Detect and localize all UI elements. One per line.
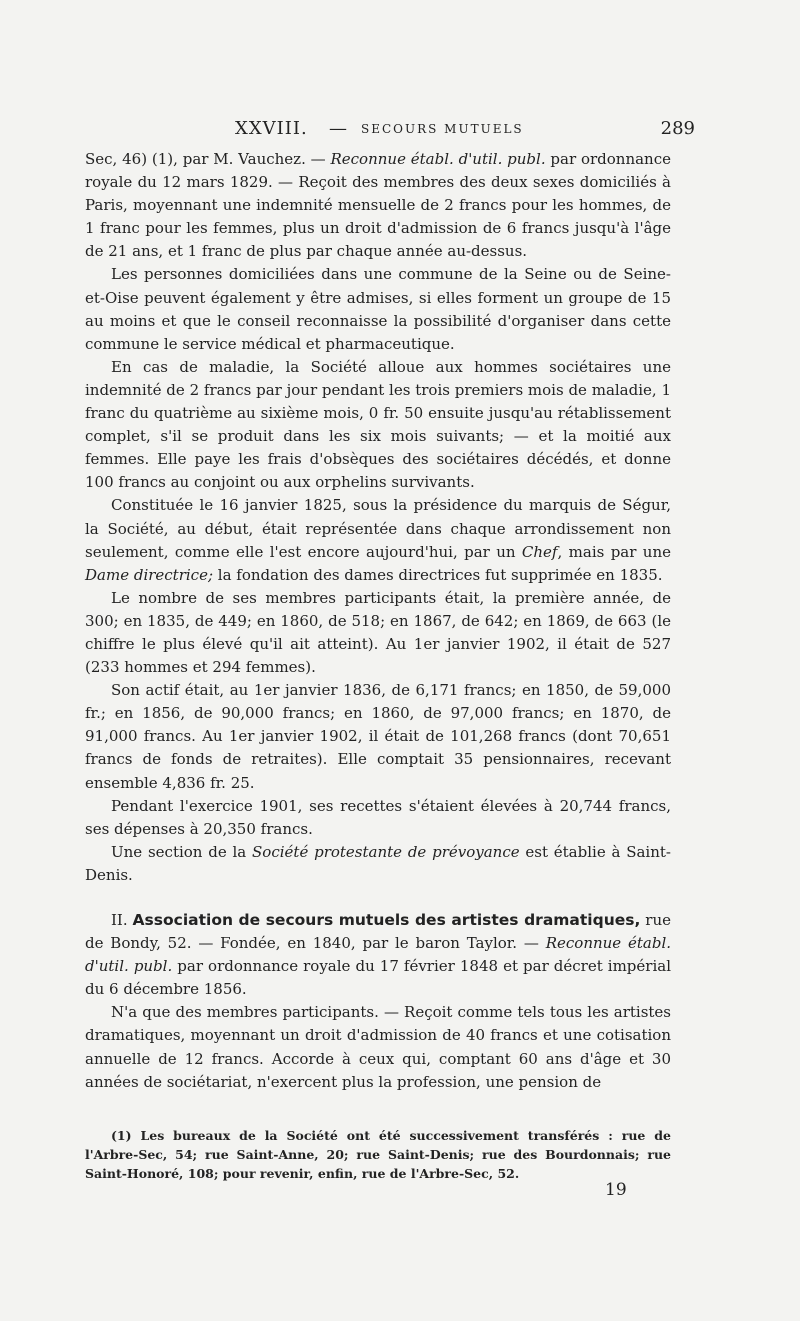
paragraph-6: Son actif était, au 1er janvier 1836, de 6,171 francs; en 1850, de 59,000 fr.; en 1856, de 90,000 francs; en 1860, de 97,000 francs; en 1870, de 91,000 francs. Au 1er janvier 1902, il était de 101,268 francs (dont 70,651 francs de fonds de retraites). Elle comptait 35 pensionnaires, recevant ensemble 4,836 fr. 25.	[85, 681, 671, 792]
text: par ordonnance royale du 12 mars 1829. — Reçoit des membres des deux sexes domiciliés à Paris, moyennant une indemnité mensuelle de 2 francs pour les hommes, de 1 franc pour les femmes, plus un droit d'admission de 6 francs jusqu'à l'âge de 21 ans, et 1 franc de plus par chaque année au-dessus.	[85, 150, 671, 261]
paragraph-2: Les personnes domiciliées dans une commune de la Seine ou de Seine-et-Oise peuvent également y être admises, si elles forment un groupe de 15 au moins et que le conseil reconnaisse la possibilité d'organiser dans cette commune le service médical et pharmaceutique.	[85, 265, 671, 353]
paragraph-4	[85, 494, 671, 586]
paragraph-8	[85, 841, 671, 887]
running-title: SECOURS MUTUELS	[361, 122, 524, 136]
page	[85, 118, 695, 1094]
paragraph-1	[85, 148, 671, 263]
italic-text: Reconnue établ. d'util. publ.	[85, 934, 672, 976]
paragraph-9	[85, 909, 671, 1001]
entry-heading: Association de secours mutuels des artistes dramatiques,	[132, 911, 641, 929]
paragraph-5: Le nombre de ses membres participants était, la première année, de 300; en 1835, de 449; en 1860, de 518; en 1867, de 642; en 1869, de 663 (le chiffre le plus élevé qu'il ait atteint). Au 1er janvier 1902, il était de 527 (233 hommes et 294 femmes).	[85, 588, 671, 677]
paragraph-7: Pendant l'exercice 1901, ses recettes s'étaient élevées à 20,744 francs, ses dépenses à 20,350 francs.	[85, 796, 671, 838]
running-head	[85, 118, 695, 148]
text: par ordonnance royale du 17 février 1848 et par décret impérial du 6 décembre 1856.	[85, 957, 671, 999]
italic-text: Reconnue établ. d'util. publ.	[330, 150, 546, 168]
spacer	[85, 887, 671, 909]
footnote-1: (1) Les bureaux de la Société ont été successivement transférés : rue de l'Arbre-Sec, 54; rue Saint-Anne, 20; rue Saint-Denis; rue des Bourdonnais; rue Saint-Honoré, 108; pour revenir, enfin, rue de l'Arbre-Sec, 52.	[85, 1128, 671, 1181]
section-number: XXVIII.	[235, 118, 308, 139]
footnotes	[85, 1126, 671, 1183]
italic-text: Chef	[521, 542, 558, 561]
signature-mark: 19	[605, 1180, 627, 1200]
text: rue de Bondy, 52. — Fondée, en 1840, par le baron Taylor. —	[85, 911, 671, 953]
text: la fondation des dames directrices fut supprimée en 1835.	[213, 565, 663, 584]
entry-number: II.	[111, 911, 133, 929]
text: , mais par une	[557, 542, 671, 561]
body-text	[85, 148, 671, 1094]
text: est établie à Saint-Denis.	[85, 842, 671, 884]
text: Constituée le 16 janvier 1825, sous la présidence du marquis de Ségur, la Société, au début, était représentée dans chaque arrondissement non seulement, comme elle l'est encore aujourd'hui, par un	[85, 496, 671, 561]
italic-text: Société protestante de prévoyance	[252, 842, 520, 861]
italic-text: Dame directrice;	[85, 565, 214, 584]
text: Sec, 46) (1), par M. Vauchez. —	[85, 150, 331, 168]
header-dash: —	[329, 118, 347, 139]
page-number: 289	[660, 118, 695, 139]
paragraph-3: En cas de maladie, la Société alloue aux hommes sociétaires une indemnité de 2 francs par jour pendant les trois premiers mois de maladie, 1 franc du quatrième au sixième mois, 0 fr. 50 ensuite jusqu'au rétablissement complet, s'il se produit dans les six mois suivants; — et la moitié aux femmes. Elle paye les frais d'obsèques des sociétaires décédés, et donne 100 francs au conjoint ou aux orphelins survivants.	[85, 357, 671, 492]
text: Une section de la	[111, 842, 253, 861]
paragraph-10: N'a que des membres participants. — Reçoit comme tels tous les artistes dramatiques, moyennant un droit d'admission de 40 francs et une cotisation annuelle de 12 francs. Accorde à ceux qui, comptant 60 ans d'âge et 30 années de sociétariat, n'exercent plus la profession, une pension de	[85, 1003, 671, 1091]
